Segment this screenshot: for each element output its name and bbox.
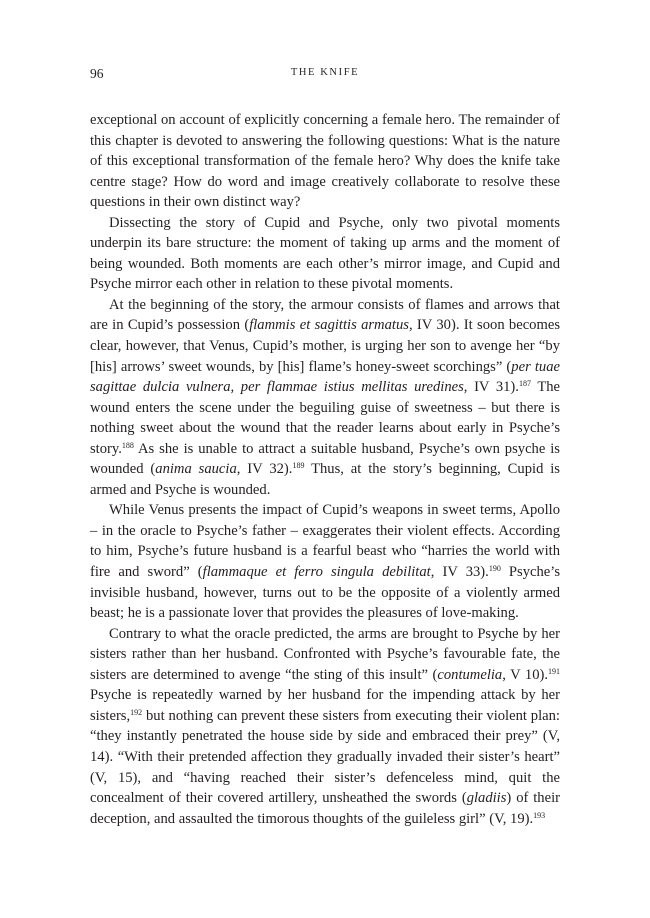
running-header (90, 66, 560, 86)
text-run: , IV 32). (236, 461, 293, 478)
text-run: As she is unable to attract a suitable husband, Psyche’s own psyche is wounded ( (90, 440, 560, 478)
text-run: Psyche is repeatedly warned by her husband for the impending attack by her sisters, (90, 687, 560, 724)
paragraph (90, 295, 560, 500)
latin-quotation: contumelia (437, 666, 503, 683)
footnote-reference: 193 (533, 810, 546, 820)
text-run: Dissecting the story of Cupid and Psyche, only two pivotal moments underpin its bare structure: the moment of taking up arms and the moment of being wounded. Both moments are each other’s mirror image, and Cupid and Psyche mirror each other in relation to these pivotal moments. (90, 214, 560, 293)
page-number: 96 (90, 66, 104, 81)
latin-quotation: flammaque et ferro singula debilitat (202, 564, 431, 581)
text-run: At the beginning of the story, the armour consists of flames and arrows that are in Cupid’s possession ( (90, 296, 560, 334)
latin-quotation: flammis et sagittis armatus (249, 317, 409, 334)
text-run: , IV 33). (430, 564, 489, 581)
text-run: , V 10). (502, 666, 549, 683)
footnote-reference: 192 (130, 707, 143, 717)
text-run: exceptional on account of explicitly concerning a female hero. The remainder of this chapter is devoted to answering the following questions: What is the nature of this exceptional transformation of the female hero? Why does the knife take centre stage? How do word and image creatively collaborate to resolve these questions in their own distinct way? (90, 112, 560, 211)
latin-quotation: per tuae sagittae dulcia vulnera, per flammae istius mellitas uredines (90, 358, 560, 396)
text-run: Contrary to what the oracle predicted, the arms are brought to Psyche by her sisters rather than her husband. Confronted with Psyche’s favourable fate, the sisters are determined to avenge “the sting of this insult” ( (90, 625, 560, 683)
footnote-reference: 189 (292, 461, 305, 471)
text-run: , IV 30). It soon becomes clear, however, that Venus, Cupid’s mother, is urging her son to avenge her “by [his] arrows’ sweet wounds, by [his] flame’s honey-sweet scorchings” ( (90, 317, 560, 375)
paragraph (90, 624, 560, 829)
footnote-reference: 190 (488, 564, 501, 574)
text-run: ) of their deception, and assaulted the timorous thoughts of the guileless girl” (V, 19). (90, 790, 561, 827)
text-run: but nothing can prevent these sisters from executing their violent plan: “they instantly penetrated the house side by side and embraced their prey” (V, 14). “With their pretended affection they gradually invaded their sister’s heart” (V, 15), and “having reached their sister’s defenceless mind, quit the concealment of their covered artillery, unsheathed the swords ( (90, 707, 560, 807)
footnote-reference: 187 (518, 379, 531, 389)
body-text (90, 110, 560, 829)
latin-quotation: anima saucia (155, 461, 237, 478)
text-run: Thus, at the story’s beginning, Cupid is armed and Psyche is wounded. (90, 461, 560, 498)
paragraph (90, 213, 560, 295)
latin-quotation: gladiis (466, 790, 507, 807)
paragraph (90, 110, 560, 213)
paragraph (90, 500, 560, 623)
text-run: The wound enters the scene under the beguiling guise of sweetness – but there is nothing sweet about the wound that the reader learns about early in Psyche’s story. (90, 379, 561, 457)
text-run: , IV 31). (463, 379, 519, 396)
footnote-reference: 191 (548, 666, 561, 676)
text-run: Psyche’s invisible husband, however, turns out to be the opposite of a violently armed beast; he is a passionate lover that provides the pleasures of love-making. (90, 564, 560, 622)
footnote-reference: 188 (121, 440, 134, 450)
text-run: While Venus presents the impact of Cupid’s weapons in sweet terms, Apollo – in the oracle to Psyche’s father – exaggerates their violent effects. According to him, Psyche’s future husband is a fearful beast who “harries the world with fire and sword” ( (90, 502, 560, 581)
running-head-title: THE KNIFE (290, 67, 360, 78)
